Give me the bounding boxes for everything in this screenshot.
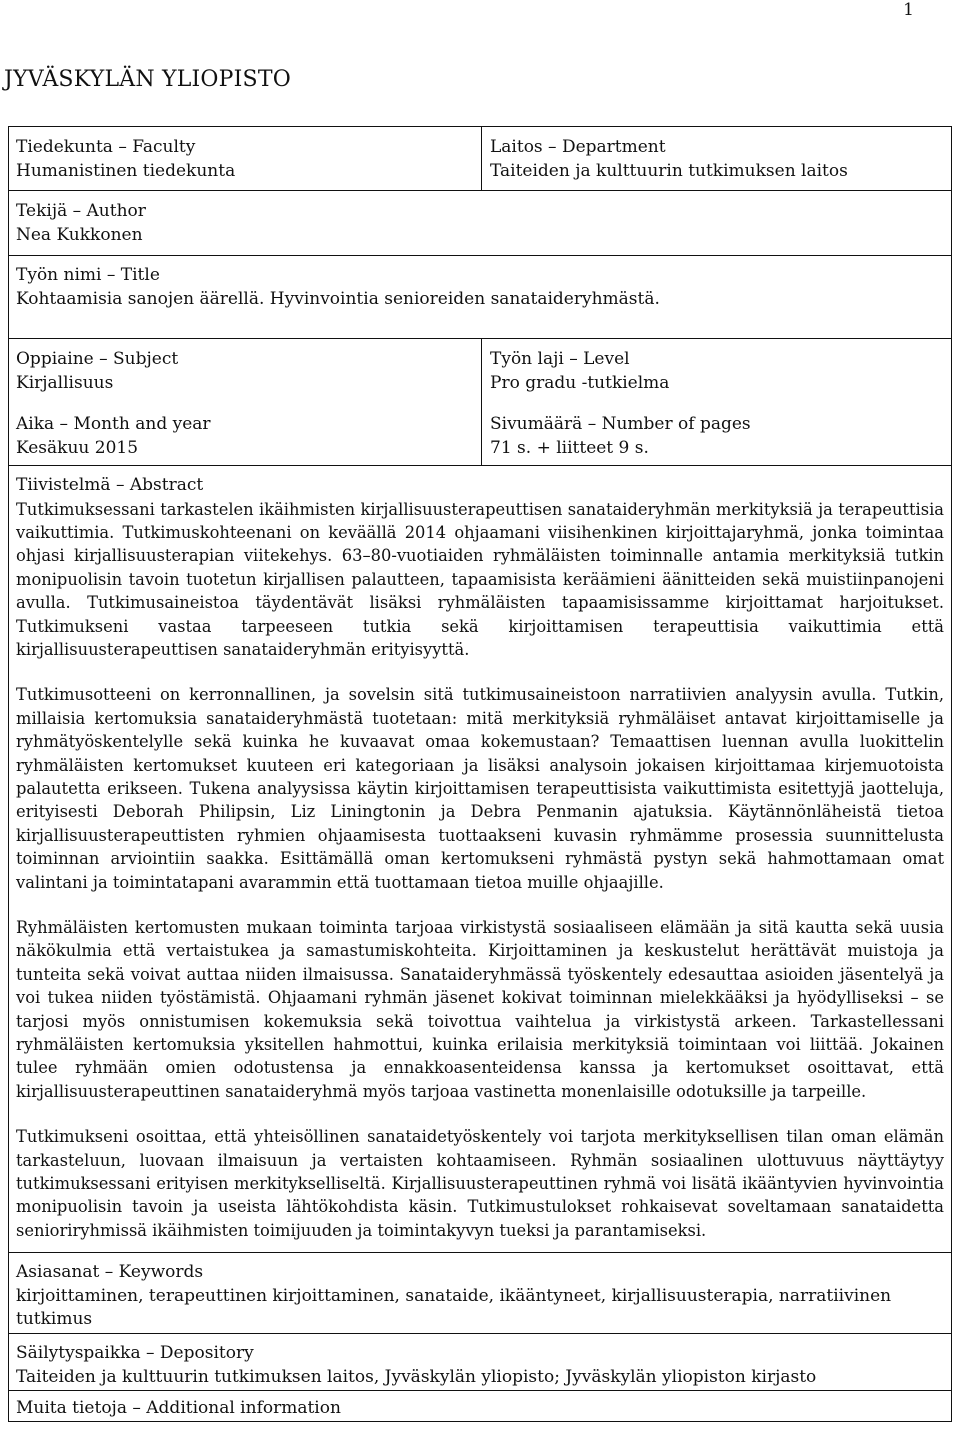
department-value: Taiteiden ja kulttuurin tutkimuksen laitos: [490, 160, 848, 181]
department-cell: [483, 130, 951, 189]
title-label: Työn nimi – Title: [16, 265, 160, 285]
row-divider: [9, 465, 951, 466]
level-value: Pro gradu -tutkielma: [490, 372, 670, 393]
abstract-paragraph: Tutkimusotteeni on kerronnallinen, ja sovelsin sitä tutkimusaineistoon narratiivien analyysin avulla. Tutkin, millaisia kertomuksia sanataideryhmästä tuotetaan: mitä merkityksiä ryhmäläiset antavat kirjoittamiselle ja ryhmätyöskentelylle sekä kuinka he kuvaavat omaa kokemustaan? Temaattisen luennan avulla luokittelin ryhmäläisten kertomukset kuuteen eri kategoriaan ja lisäksi analysoin jokaisen kirjoittamaa kirjemuotoista palautetta erikseen. Tukena analyysissa käytin kirjoittamisen terapeuttisista vaikuttimista esitettyjä jaotteluja, erityisesti Deborah Philipsin, Liz Liningtonin ja Debra Penmanin ajatuksia. Käytännönläheistä tietoa kirjallisuusterapeuttisten ryhmien ohjaamisesta tuottaakseni kuvasin ryhmämme prosessia suunnittelusta toiminnan arviointiin saakka. Esittämällä oman kertomukseni ryhmästä pystyn sekä hahmottamaan omat valintani ja toimintatapani avarammin että tuottamaan tietoa muille ohjaajille.: [16, 685, 944, 892]
author-cell: [9, 194, 949, 253]
abstract-paragraph: Ryhmäläisten kertomusten mukaan toiminta tarjoaa virkistystä sosiaaliseen elämään ja sitä kautta sekä uusia näkökulmia että vertaistukea ja samastumiskohteita. Kirjoittaminen ja keskustelut herättävät muistoja ja tunteita sekä voivat auttaa niiden ilmaisussa. Sanataideryhmässä työskentely edesauttaa asioiden jäsentelyä ja voi tukea niiden työstämistä. Ohjaamani ryhmän jäsenet kokivat toiminnan mielekkääksi ja hyödylliseksi – se tarjosi myös onnistumisen kokemuksia sekä toivottua vaihtelua ja virkistystä arkeen. Tarkastellessani ryhmäläisten kertomuksia yksitellen hahmottui, kuinka erilaisia merkityksiä toimintaan voi liittää. Jokainen tulee ryhmään omien odotustensa ja ennakkoasenteidensa kanssa ja kertomukset osoittavat, että kirjallisuusterapeuttinen sanataideryhmä myös tarjoaa vastinetta monenlaisille odotuksille ja tarpeille.: [16, 918, 944, 1101]
department-label: Laitos – Department: [490, 137, 666, 157]
row-divider: [9, 190, 951, 191]
abstract-body: [16, 498, 944, 1243]
subject-cell: [9, 342, 481, 466]
keywords-label: Asiasanat – Keywords: [16, 1262, 204, 1282]
column-divider: [481, 338, 482, 465]
title-value: Kohtaamisia sanojen äärellä. Hyvinvointia senioreiden sanataideryhmästä.: [16, 288, 660, 309]
column-divider: [481, 127, 482, 190]
author-label: Tekijä – Author: [16, 201, 146, 221]
faculty-cell: [9, 130, 481, 189]
row-divider: [9, 255, 951, 256]
depository-value: Taiteiden ja kulttuurin tutkimuksen laitos, Jyväskylän yliopisto; Jyväskylän yliopiston kirjasto: [16, 1366, 817, 1387]
level-label: Työn laji – Level: [490, 349, 630, 369]
abstract-cell: [9, 468, 951, 1248]
author-value: Nea Kukkonen: [16, 224, 143, 245]
title-cell: [9, 258, 949, 317]
additional-info-cell: [9, 1391, 949, 1427]
depository-label: Säilytyspaikka – Depository: [16, 1343, 254, 1363]
month-year-value: Kesäkuu 2015: [16, 437, 139, 458]
abstract-label: Tiivistelmä – Abstract: [16, 475, 204, 495]
additional-info-label: Muita tietoja – Additional information: [16, 1398, 341, 1418]
page-number: 1: [903, 0, 914, 20]
keywords-value: kirjoittaminen, terapeuttinen kirjoittaminen, sanataide, ikääntyneet, kirjallisuusterapia, narratiivinen tutkimus: [16, 1285, 892, 1329]
faculty-value: Humanistinen tiedekunta: [16, 160, 236, 181]
subject-label: Oppiaine – Subject: [16, 349, 179, 369]
row-divider: [9, 1333, 951, 1334]
abstract-paragraph: Tutkimukseni osoittaa, että yhteisöllinen sanataidetyöskentely voi tarjota merkityksellisen tilan oman elämän tarkasteluun, luovaan ilmaisuun ja vertaisten kohtaamiseen. Ryhmän sosiaalinen ulottuvuus näyttäytyy tutkimuksessani erityisen merkitykselliseltä. Kirjallisuusterapeuttinen ryhmä voi lisätä ikääntyvien hyvinvointia monipuolisin tavoin ja useista lähtökohdista käsin. Tutkimustulokset rohkaisevat soveltamaan sanataidetta senioriryhmissä ikäihmisten toimijuuden ja toimintakyvyn tueksi ja parantamiseksi.: [16, 1127, 944, 1240]
abstract-paragraph: Tutkimuksessani tarkastelen ikäihmisten kirjallisuusterapeuttisen sanataideryhmän merkityksiä ja terapeuttisia vaikuttimia. Tutkimuskohteenani on keväällä 2014 ohjaamani viisihenkinen kirjoittajaryhmä, jonka toimintaa ohjasi kirjallisuusterapian viitekehys. 63–80-vuotiaiden ryhmäläisten toiminnalle antamia merkityksiä tutkin monipuolisin tavoin tuotetun kirjallisen palautteen, tapaamisista keräämieni äänitteiden sekä muistiinpanojeni avulla. Tutkimusaineistoa täydentävät lisäksi ryhmäläisten tapaamisissamme kirjoittamat harjoitukset. Tutkimukseni vastaa tarpeeseen tutkia sekä kirjoittamisen terapeuttisia vaikuttimia että kirjallisuusterapeuttisen sanataideryhmän erityisyyttä.: [16, 499, 944, 659]
pages-value: 71 s. + liitteet 9 s.: [490, 437, 649, 458]
abstract-form-table: [8, 126, 952, 1422]
subject-value: Kirjallisuus: [16, 372, 114, 393]
university-name: JYVÄSKYLÄN YLIOPISTO: [4, 67, 291, 92]
faculty-label: Tiedekunta – Faculty: [16, 137, 196, 157]
month-year-label: Aika – Month and year: [16, 414, 211, 434]
row-divider: [9, 1252, 951, 1253]
level-cell: [483, 342, 951, 466]
keywords-cell: [9, 1255, 949, 1338]
pages-label: Sivumäärä – Number of pages: [490, 414, 751, 434]
row-divider: [9, 338, 951, 339]
depository-cell: [9, 1336, 949, 1395]
